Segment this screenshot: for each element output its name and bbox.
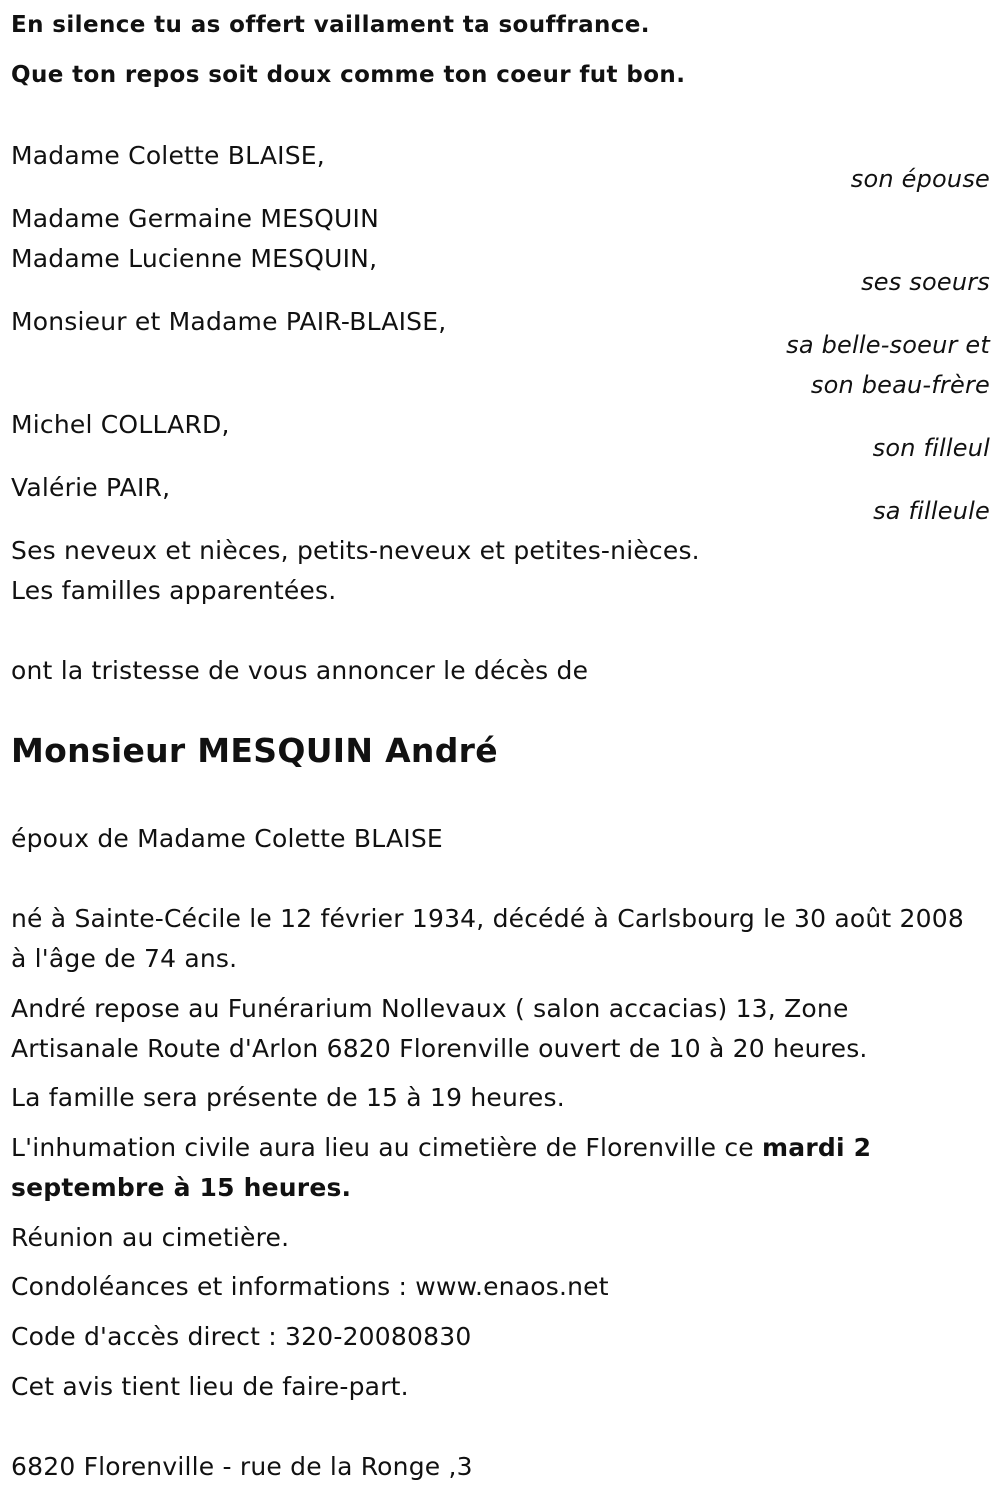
birth-death-line-2: à l'âge de 74 ans. bbox=[11, 944, 238, 973]
epigraph-line-1: En silence tu as offert vaillament ta souffrance. bbox=[11, 12, 650, 38]
epigraph-line-2: Que ton repos soit doux comme ton coeur fut bon. bbox=[11, 62, 686, 88]
relation-in-laws-line-2: son beau-frère bbox=[810, 371, 990, 399]
burial-date-part-2: septembre à 15 heures. bbox=[11, 1173, 352, 1202]
family-name-goddaughter: Valérie PAIR, bbox=[11, 473, 171, 502]
address-line: 6820 Florenville - rue de la Ronge ,3 bbox=[11, 1452, 473, 1481]
family-name-in-laws: Monsieur et Madame PAIR-BLAISE, bbox=[11, 307, 447, 336]
family-name-spouse: Madame Colette BLAISE, bbox=[11, 141, 325, 170]
notice-line: Cet avis tient lieu de faire-part. bbox=[11, 1372, 409, 1401]
extended-family-line-2: Les familles apparentées. bbox=[11, 576, 337, 605]
extended-family-line-1: Ses neveux et nièces, petits-neveux et petites-nièces. bbox=[11, 536, 700, 565]
family-name-godson: Michel COLLARD, bbox=[11, 410, 230, 439]
relation-goddaughter: sa filleule bbox=[873, 497, 990, 525]
relation-godson: son filleul bbox=[872, 434, 990, 462]
meeting-line: Réunion au cimetière. bbox=[11, 1223, 290, 1252]
burial-line-1 bbox=[11, 1135, 871, 1160]
family-name-sister-2: Madame Lucienne MESQUIN, bbox=[11, 244, 378, 273]
access-code-line: Code d'accès direct : 320-20080830 bbox=[11, 1322, 472, 1351]
relation-in-laws-line-1: sa belle-soeur et bbox=[786, 331, 990, 359]
spouse-line: époux de Madame Colette BLAISE bbox=[11, 824, 443, 853]
condolences-line: Condoléances et informations : www.enaos.net bbox=[11, 1272, 609, 1301]
repose-line-1: André repose au Funérarium Nollevaux ( salon accacias) 13, Zone bbox=[11, 994, 849, 1023]
announcement-text: ont la tristesse de vous annoncer le décès de bbox=[11, 656, 589, 685]
birth-death-line-1: né à Sainte-Cécile le 12 février 1934, décédé à Carlsbourg le 30 août 2008 bbox=[11, 904, 964, 933]
relation-sisters: ses soeurs bbox=[861, 268, 990, 296]
repose-line-2: Artisanale Route d'Arlon 6820 Florenville ouvert de 10 à 20 heures. bbox=[11, 1034, 868, 1063]
relation-spouse: son épouse bbox=[850, 165, 990, 193]
deceased-name: Monsieur MESQUIN André bbox=[11, 731, 498, 770]
burial-prefix: L'inhumation civile aura lieu au cimetière de Florenville ce bbox=[11, 1133, 762, 1162]
burial-date-part-1: mardi 2 bbox=[762, 1133, 872, 1162]
family-presence: La famille sera présente de 15 à 19 heures. bbox=[11, 1083, 565, 1112]
family-name-sister-1: Madame Germaine MESQUIN bbox=[11, 204, 380, 233]
